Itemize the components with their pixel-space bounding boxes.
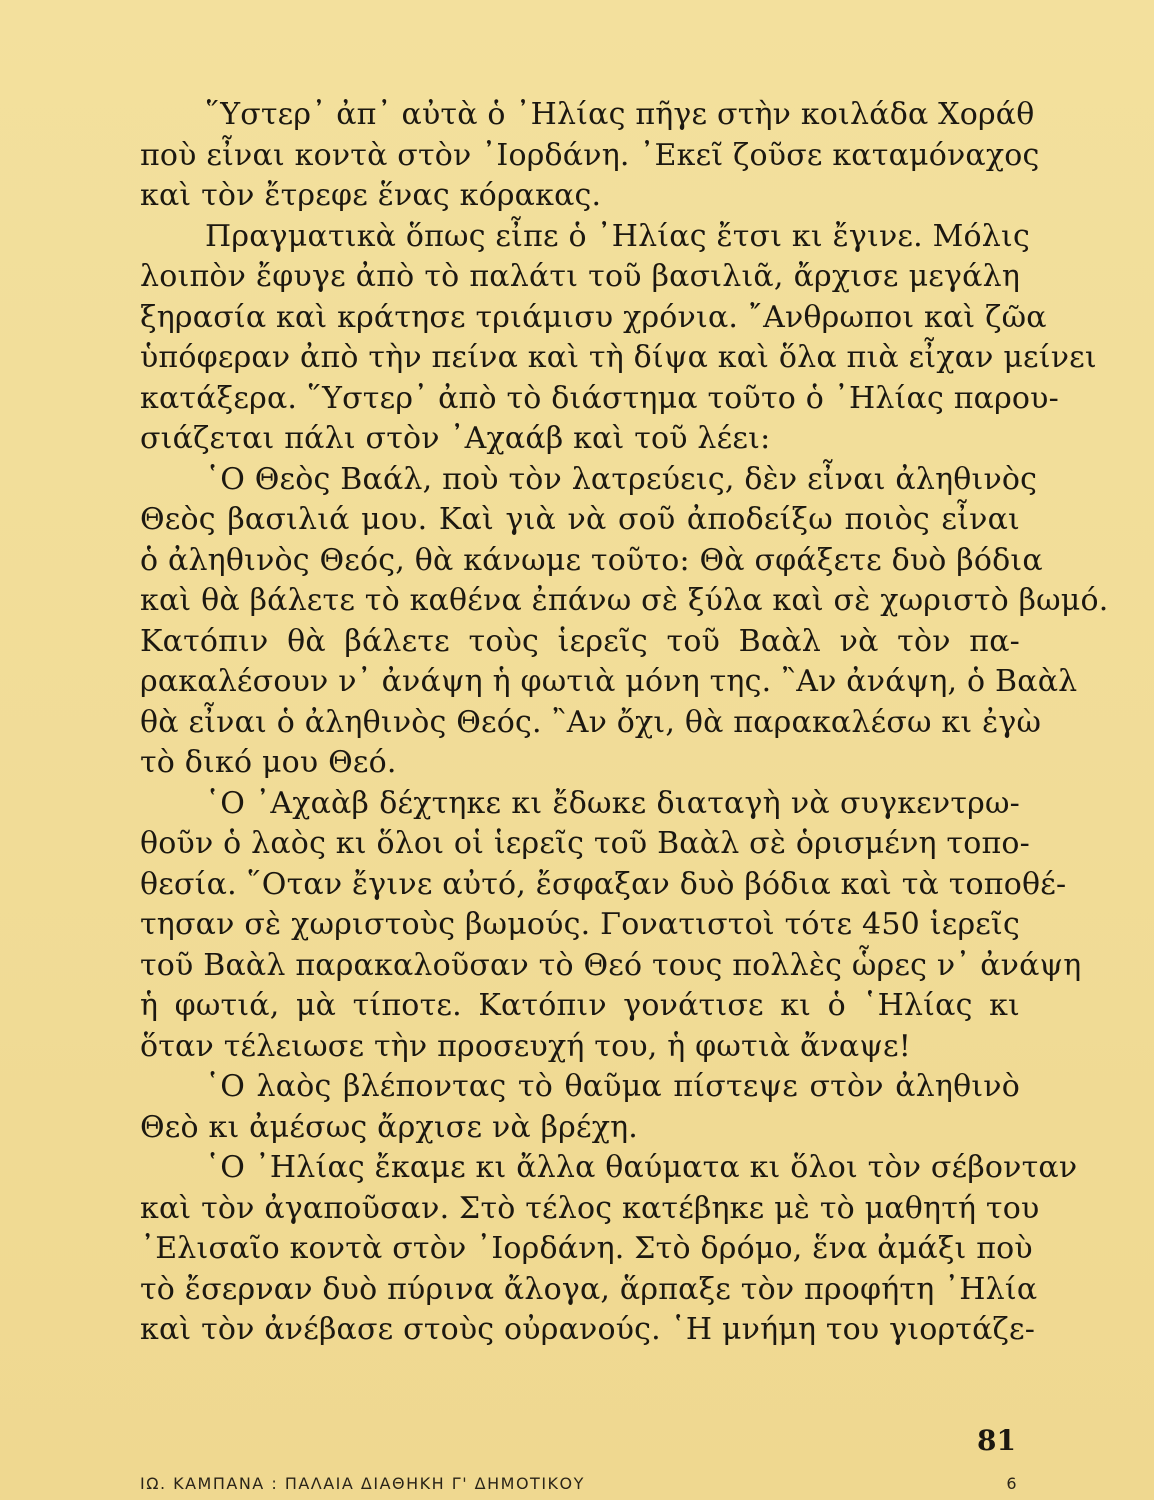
text-line: καὶ τὸν ἀνέβασε στοὺς οὐρανούς. ῾Η μνήμη του γιορτάζε- xyxy=(140,1312,1036,1347)
text-line: ῾Ο ᾿Αχαὰβ δέχτηκε κι ἔδωκε διαταγὴ νὰ συγκεντρω- xyxy=(205,785,1020,821)
text-line: ῾Ο Θεὸς Βαάλ, ποὺ τὸν λατρεύεις, δὲν εἶναι ἀληθινὸς xyxy=(205,461,1038,497)
text-line: κατάξερα. ῞Υστερ᾿ ἀπὸ τὸ διάστημα τοῦτο ὁ ᾿Ηλίας παρου- xyxy=(140,380,1059,416)
text-line: θοῦν ὁ λαὸς κι ὅλοι οἱ ἱερεῖς τοῦ Βαὰλ σὲ ὁρισμένη τοπο- xyxy=(140,826,1030,861)
text-line: θεσία. ῞Οταν ἔγινε αὐτό, ἔσφαξαν δυὸ βόδια καὶ τὰ τοποθέ- xyxy=(140,866,1067,902)
printer-signature-footer xyxy=(140,1474,1020,1500)
text-line: ἡ φωτιά, μὰ τίποτε. Κατόπιν γονάτισε κι ὁ ῾Ηλίας κι xyxy=(140,988,1020,1023)
footer-signature: ΙΩ. ΚΑΜΠΑΝΑ : ΠΑΛΑΙΑ ΔΙΑΘΗΚΗ Γ' ΔΗΜΟΤΙΚΟΥ xyxy=(140,1474,585,1493)
body-text xyxy=(140,95,1109,1351)
text-line: ῾Ο λαὸς βλέποντας τὸ θαῦμα πίστεψε στὸν ἀληθινὸ xyxy=(205,1069,1020,1104)
text-line: καὶ τὸν ἔτρεφε ἕνας κόρακας. xyxy=(140,178,602,213)
page-number: 81 xyxy=(977,1424,1016,1457)
text-line: ῾Ο ᾿Ηλίας ἔκαμε κι ἄλλα θαύματα κι ὅλοι τὸν σέβονταν xyxy=(205,1150,1078,1185)
text-line: ῞Υστερ᾿ ἀπ᾿ αὐτὰ ὁ ᾿Ηλίας πῆγε στὴν κοιλάδα Χοράθ xyxy=(205,97,1035,132)
text-line: ὁ ἀληθινὸς Θεός, θὰ κάνωμε τοῦτο: Θὰ σφάξετε δυὸ βόδια xyxy=(140,542,1043,578)
text-line: καὶ θὰ βάλετε τὸ καθένα ἐπάνω σὲ ξύλα καὶ σὲ χωριστὸ βωμό. xyxy=(140,583,1109,618)
text-line: λοιπὸν ἔφυγε ἀπὸ τὸ παλάτι τοῦ βασιλιᾶ, ἄρχισε μεγάλη xyxy=(140,259,1020,294)
text-line: Θεὸ κι ἀμέσως ἄρχισε νὰ βρέχη. xyxy=(140,1109,638,1145)
text-line: ὅταν τέλειωσε τὴν προσευχή του, ἡ φωτιὰ ἄναψε! xyxy=(140,1028,912,1064)
text-line: Πραγματικὰ ὅπως εἶπε ὁ ᾿Ηλίας ἔτσι κι ἔγινε. Μόλις xyxy=(205,218,1030,254)
text-line: θὰ εἶναι ὁ ἀληθινὸς Θεός. ῍Αν ὄχι, θὰ παρακαλέσω κι ἐγὼ xyxy=(140,704,1042,740)
text-line: τὸ ἔσερναν δυὸ πύρινα ἄλογα, ἅρπαξε τὸν προφήτη ᾿Ηλία xyxy=(140,1271,1038,1307)
text-line: ρακαλέσουν ν᾿ ἀνάψη ἡ φωτιὰ μόνη της. ῍Αν ἀνάψη, ὁ Βαὰλ xyxy=(140,664,1078,699)
text-line: σιάζεται πάλι στὸν ᾿Αχαάβ καὶ τοῦ λέει: xyxy=(140,421,771,456)
text-line: τὸ δικό μου Θεό. xyxy=(140,745,397,780)
text-line: τοῦ Βαὰλ παρακαλοῦσαν τὸ Θεό τους πολλὲς ὧρες ν᾿ ἀνάψη xyxy=(140,947,1082,983)
text-line: καὶ τὸν ἀγαποῦσαν. Στὸ τέλος κατέβηκε μὲ τὸ μαθητή του xyxy=(140,1190,1040,1226)
text-line: ποὺ εἶναι κοντὰ στὸν ᾿Ιορδάνη. ᾿Εκεῖ ζοῦσε καταμόναχος xyxy=(140,137,1040,173)
text-line: ὑπόφεραν ἀπὸ τὴν πείνα καὶ τὴ δίψα καὶ ὅλα πιὰ εἶχαν μείνει xyxy=(140,340,1097,375)
text-line: ξηρασία καὶ κράτησε τριάμισυ χρόνια. ῎Ανθρωποι καὶ ζῶα xyxy=(140,299,1047,335)
text-line: Θεὸς βασιλιά μου. Καὶ γιὰ νὰ σοῦ ἀποδείξω ποιὸς εἶναι xyxy=(140,502,1020,537)
text-line: ᾿Ελισαῖο κοντὰ στὸν ᾿Ιορδάνη. Στὸ δρόμο, ἕνα ἀμάξι ποὺ xyxy=(140,1231,1033,1266)
text-line: τησαν σὲ χωριστοὺς βωμούς. Γονατιστοὶ τότε 450 ἱερεῖς xyxy=(140,907,1020,942)
footer-sheet-number: 6 xyxy=(1006,1474,1018,1493)
text-line: Κατόπιν θὰ βάλετε τοὺς ἱερεῖς τοῦ Βαὰλ νὰ τὸν πα- xyxy=(140,623,1020,659)
